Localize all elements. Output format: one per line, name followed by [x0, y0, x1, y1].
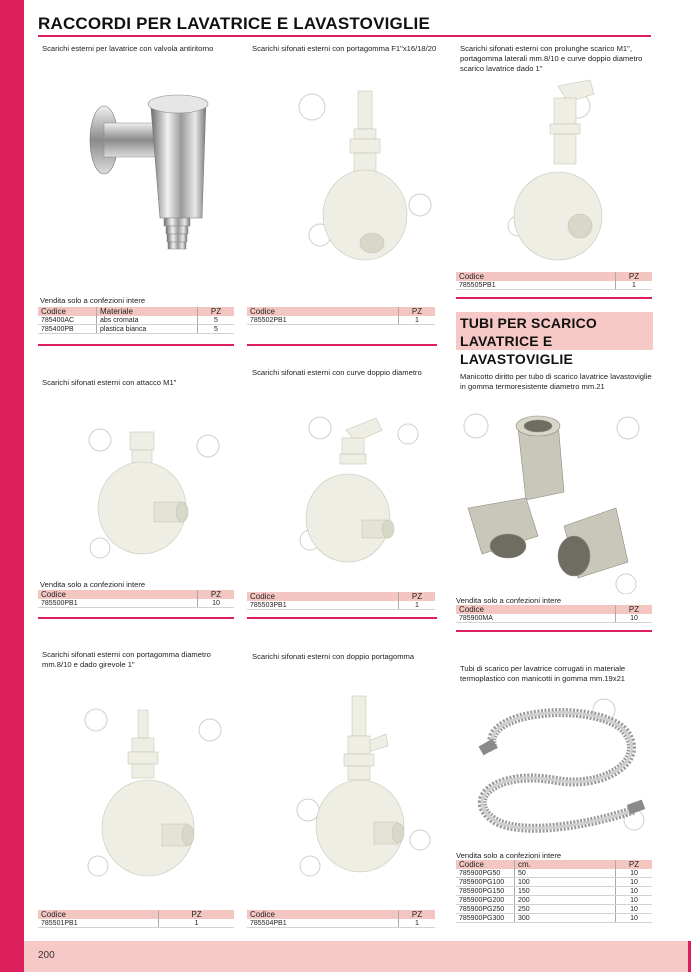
table-row — [247, 316, 435, 325]
page-heading: RACCORDI PER LAVATRICE E LAVASTOVIGLIE — [38, 14, 431, 33]
product-table — [38, 910, 234, 928]
col-header: Codice — [456, 605, 616, 614]
section-rule — [456, 630, 652, 632]
cell: 5 — [198, 325, 235, 334]
table-row — [247, 601, 435, 610]
table-row — [456, 887, 652, 896]
product-description: Manicotto diritto per tubo di scarico lavatrice lavastoviglie in gomma termoresistente diametro mm.21 — [460, 372, 652, 391]
col-header: Codice — [38, 307, 97, 316]
cell: 10 — [616, 887, 653, 896]
table-row — [38, 599, 234, 608]
cell: 1 — [399, 919, 436, 928]
product-photo-siphon-girevole — [78, 690, 228, 890]
table-row — [38, 919, 234, 928]
sale-note: Vendita solo a confezioni intere — [40, 296, 146, 305]
product-photo-siphon — [290, 85, 440, 270]
heading-rule — [38, 35, 651, 37]
cell: 785900PG200 — [456, 896, 515, 905]
section-rule — [38, 344, 234, 346]
col-header: PZ — [616, 605, 653, 614]
product-photo-siphon-double — [290, 690, 440, 890]
cell: 785503PB1 — [247, 601, 399, 610]
sale-note: Vendita solo a confezioni intere — [456, 596, 562, 605]
sale-note: Vendita solo a confezioni intere — [456, 851, 562, 860]
cell: 785504PB1 — [247, 919, 399, 928]
cell: 1 — [399, 316, 436, 325]
page-number: 200 — [38, 950, 55, 961]
footer-band — [24, 941, 691, 972]
cell: 300 — [515, 914, 616, 923]
cell: 100 — [515, 878, 616, 887]
col-header: Codice — [38, 590, 198, 599]
col-header: PZ — [399, 910, 436, 919]
sale-note: Vendita solo a confezioni intere — [40, 580, 146, 589]
cell: 10 — [616, 869, 653, 878]
col-header: PZ — [399, 307, 436, 316]
cell: 1 — [159, 919, 234, 928]
col-header: Codice — [456, 860, 515, 869]
cell: 785900PG50 — [456, 869, 515, 878]
cell: 785400AC — [38, 316, 97, 325]
cell: 10 — [198, 599, 235, 608]
product-description: Scarichi sifonati esterni con prolunghe scarico M1", portagomma laterali mm.8/10 e curve doppio diametro scarico lavatrice dado 1" — [460, 44, 643, 73]
col-header: PZ — [198, 307, 235, 316]
cell: 10 — [616, 905, 653, 914]
product-table — [247, 910, 435, 928]
table-row — [456, 281, 652, 290]
table-row — [456, 896, 652, 905]
cell: 150 — [515, 887, 616, 896]
cell: 785900PG250 — [456, 905, 515, 914]
cell: 10 — [616, 878, 653, 887]
product-photo-chrome-valve — [56, 78, 236, 268]
cell: 250 — [515, 905, 616, 914]
cell: 200 — [515, 896, 616, 905]
cell: 50 — [515, 869, 616, 878]
table-row — [38, 325, 234, 334]
section-rule — [247, 344, 437, 346]
product-description: Scarichi sifonati esterni con doppio portagomma — [252, 652, 415, 661]
product-photo-corrugated-hose — [454, 690, 654, 850]
product-table — [456, 860, 652, 923]
product-table — [456, 272, 652, 290]
section-rule — [247, 617, 437, 619]
cell: 785900PG100 — [456, 878, 515, 887]
cell: 10 — [616, 614, 653, 623]
cell: 785900PG300 — [456, 914, 515, 923]
col-header: Codice — [38, 910, 159, 919]
product-description: Scarichi sifonati esterni con curve doppio diametro — [252, 368, 422, 377]
section-rule — [38, 617, 234, 619]
cell: 1 — [399, 601, 436, 610]
section-rule — [456, 297, 652, 299]
product-table — [456, 605, 652, 623]
table-row — [38, 316, 234, 325]
product-table — [38, 590, 234, 608]
product-description: Scarichi sifonati esterni con attacco M1" — [42, 378, 177, 387]
col-header: Codice — [247, 307, 399, 316]
cell: 10 — [616, 896, 653, 905]
product-photo-siphon-extension — [498, 76, 618, 266]
cell: 785900MA — [456, 614, 616, 623]
col-header: cm. — [515, 860, 616, 869]
product-photo-siphon-curve — [290, 410, 430, 570]
col-header: PZ — [159, 910, 234, 919]
col-header: Codice — [247, 592, 399, 601]
cell: 785502PB1 — [247, 316, 399, 325]
product-description: Scarichi esterni per lavatrice con valvola antiritorno — [42, 44, 214, 53]
cell: 785501PB1 — [38, 919, 159, 928]
table-row — [247, 919, 435, 928]
cell: 1 — [616, 281, 653, 290]
product-description: Tubi di scarico per lavatrice corrugati in materiale termoplastico con manicotti in gomma mm.19x21 — [460, 664, 626, 683]
cell: 785400PB — [38, 325, 97, 334]
product-table — [38, 307, 234, 334]
col-header: Codice — [247, 910, 399, 919]
col-header: PZ — [198, 590, 235, 599]
left-accent-bar — [0, 0, 24, 972]
product-description: Scarichi sifonati esterni con portagomma diametro mm.8/10 e dado girevole 1" — [42, 650, 211, 669]
cell: 5 — [198, 316, 235, 325]
cell: 785505PB1 — [456, 281, 616, 290]
product-description: Scarichi sifonati esterni con portagomma F1"x16/18/20 — [252, 44, 437, 53]
cell: 785900PG150 — [456, 887, 515, 896]
section-title: TUBI PER SCARICO LAVATRICE E LAVASTOVIGLIE — [460, 315, 597, 367]
col-header: PZ — [616, 272, 653, 281]
cell: 785500PB1 — [38, 599, 198, 608]
col-header: Codice — [456, 272, 616, 281]
table-row — [456, 869, 652, 878]
table-row — [456, 614, 652, 623]
col-header: PZ — [399, 592, 436, 601]
cell: plastica bianca — [97, 325, 198, 334]
table-row — [456, 878, 652, 887]
product-photo-siphon-m1 — [84, 422, 224, 572]
cell: 10 — [616, 914, 653, 923]
col-header: Materiale — [97, 307, 198, 316]
product-photo-rubber-sleeves — [456, 408, 652, 594]
table-row — [456, 905, 652, 914]
cell: abs cromata — [97, 316, 198, 325]
table-row — [456, 914, 652, 923]
product-table — [247, 307, 435, 325]
col-header: PZ — [616, 860, 653, 869]
product-table — [247, 592, 435, 610]
